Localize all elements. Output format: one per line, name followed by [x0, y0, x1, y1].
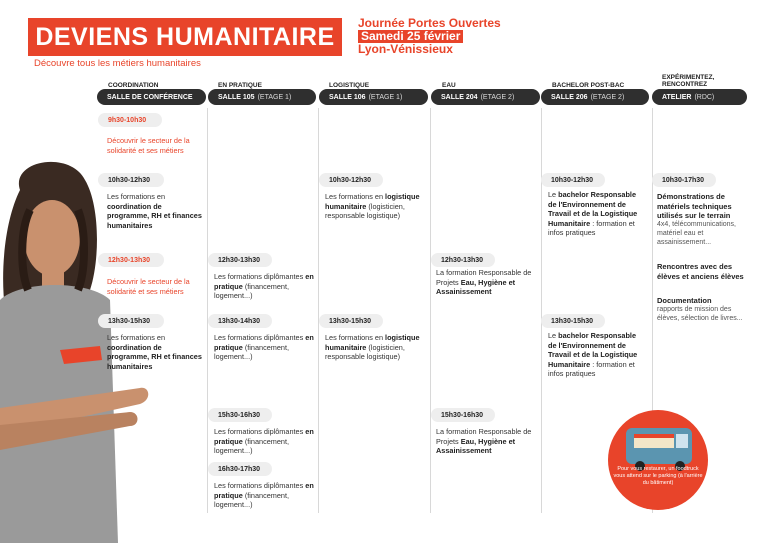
time-pill: 15h30-16h30	[208, 408, 272, 422]
column-title-pratique: EN PRATIQUE	[218, 82, 262, 89]
session-description: Les formations diplômantes en pratique (financement, logement...)	[214, 272, 314, 300]
session-description: La formation Responsable de Projets Eau, Hygiène et Assainissement	[436, 427, 532, 455]
column-divider	[207, 108, 208, 513]
foodtruck-icon	[608, 410, 708, 510]
event-location: Lyon-Vénissieux	[358, 42, 453, 56]
room-eau: SALLE 204 (ETAGE 2)	[431, 89, 540, 105]
column-title-coordination: COORDINATION	[108, 82, 159, 89]
session-description: Les formations en coordination de programme, RH et finances humanitaires	[107, 333, 202, 371]
session-description: Découvrir le secteur de la solidarité et ses métiers	[107, 136, 190, 155]
session-description: Les formations diplômantes en pratique (financement, logement...)	[214, 333, 314, 361]
room-pratique: SALLE 105 (ETAGE 1)	[208, 89, 316, 105]
time-pill: 15h30-16h30	[431, 408, 495, 422]
time-pill: 12h30-13h30	[98, 253, 164, 267]
time-pill: 10h30-12h30	[98, 173, 164, 187]
meet-title: Rencontres avec des élèves et anciens élèves	[657, 262, 744, 281]
room-logistique: SALLE 106 (ETAGE 1)	[319, 89, 428, 105]
column-divider	[430, 108, 431, 513]
time-pill: 13h30-15h30	[98, 314, 164, 328]
column-title-bachelor: BACHELOR POST-BAC	[552, 82, 625, 89]
session-description: Les formations diplômantes en pratique (financement, logement...)	[214, 481, 314, 509]
session-description: Les formations en coordination de programme, RH et finances humanitaires	[107, 192, 202, 230]
demo-title: Démonstrations de matériels techniques utilisés sur le terrain	[657, 192, 732, 220]
event-info	[358, 17, 501, 56]
time-pill: 12h30-13h30	[431, 253, 495, 267]
column-title-eau: EAU	[442, 82, 456, 89]
time-pill: 16h30-17h30	[208, 462, 272, 476]
column-title-atelier: EXPÉRIMENTEZ, RENCONTREZ	[662, 74, 715, 88]
room-coordination: SALLE DE CONFÉRENCE	[97, 89, 206, 105]
event-name: Journée Portes Ouvertes	[358, 16, 501, 30]
column-divider	[541, 108, 542, 513]
time-pill: 10h30-12h30	[541, 173, 605, 187]
doc-title: Documentation	[657, 296, 712, 305]
doc-details: rapports de mission des élèves, sélection de livres...	[657, 306, 743, 322]
subtitle: Découvre tous les métiers humanitaires	[34, 58, 201, 69]
event-date: Samedi 25 février	[358, 30, 463, 43]
column-divider	[318, 108, 319, 513]
session-description: Le bachelor Responsable de l'Environnement de Travail et de la Logistique Humanitaire : formation et infos pratiques	[548, 331, 638, 378]
session-description: Les formations en logistique humanitaire (logisticien, responsable logistique)	[325, 333, 420, 361]
time-pill: 13h30-14h30	[208, 314, 272, 328]
room-bachelor: SALLE 206 (ETAGE 2)	[541, 89, 649, 105]
foodtruck-badge	[608, 410, 708, 510]
foodtruck-text: Pour vous restaurer, un foodtruck vous attend sur le parking (à l'arrière du bâtiment)	[613, 466, 703, 486]
room-atelier: ATELIER (RDC)	[652, 89, 747, 105]
time-pill: 10h30-17h30	[652, 173, 716, 187]
session-description: Découvrir le secteur de la solidarité et ses métiers	[107, 277, 190, 296]
demo-details: 4x4, télécommunications, matériel eau et assainissement...	[657, 221, 736, 246]
session-description: Les formations en logistique humanitaire (logisticien, responsable logistique)	[325, 192, 420, 220]
time-pill: 9h30-10h30	[98, 113, 162, 127]
session-description: Le bachelor Responsable de l'Environnement de Travail et de la Logistique Humanitaire : formation et infos pratiques	[548, 190, 638, 237]
column-title-logistique: LOGISTIQUE	[329, 82, 370, 89]
session-description: La formation Responsable de Projets Eau, Hygiène et Assainissement	[436, 268, 532, 296]
time-pill: 12h30-13h30	[208, 253, 272, 267]
time-pill: 13h30-15h30	[319, 314, 383, 328]
time-pill: 10h30-12h30	[319, 173, 383, 187]
main-title: DEVIENS HUMANITAIRE	[28, 18, 342, 56]
time-pill: 13h30-15h30	[541, 314, 605, 328]
session-description: Les formations diplômantes en pratique (financement, logement...)	[214, 427, 314, 455]
